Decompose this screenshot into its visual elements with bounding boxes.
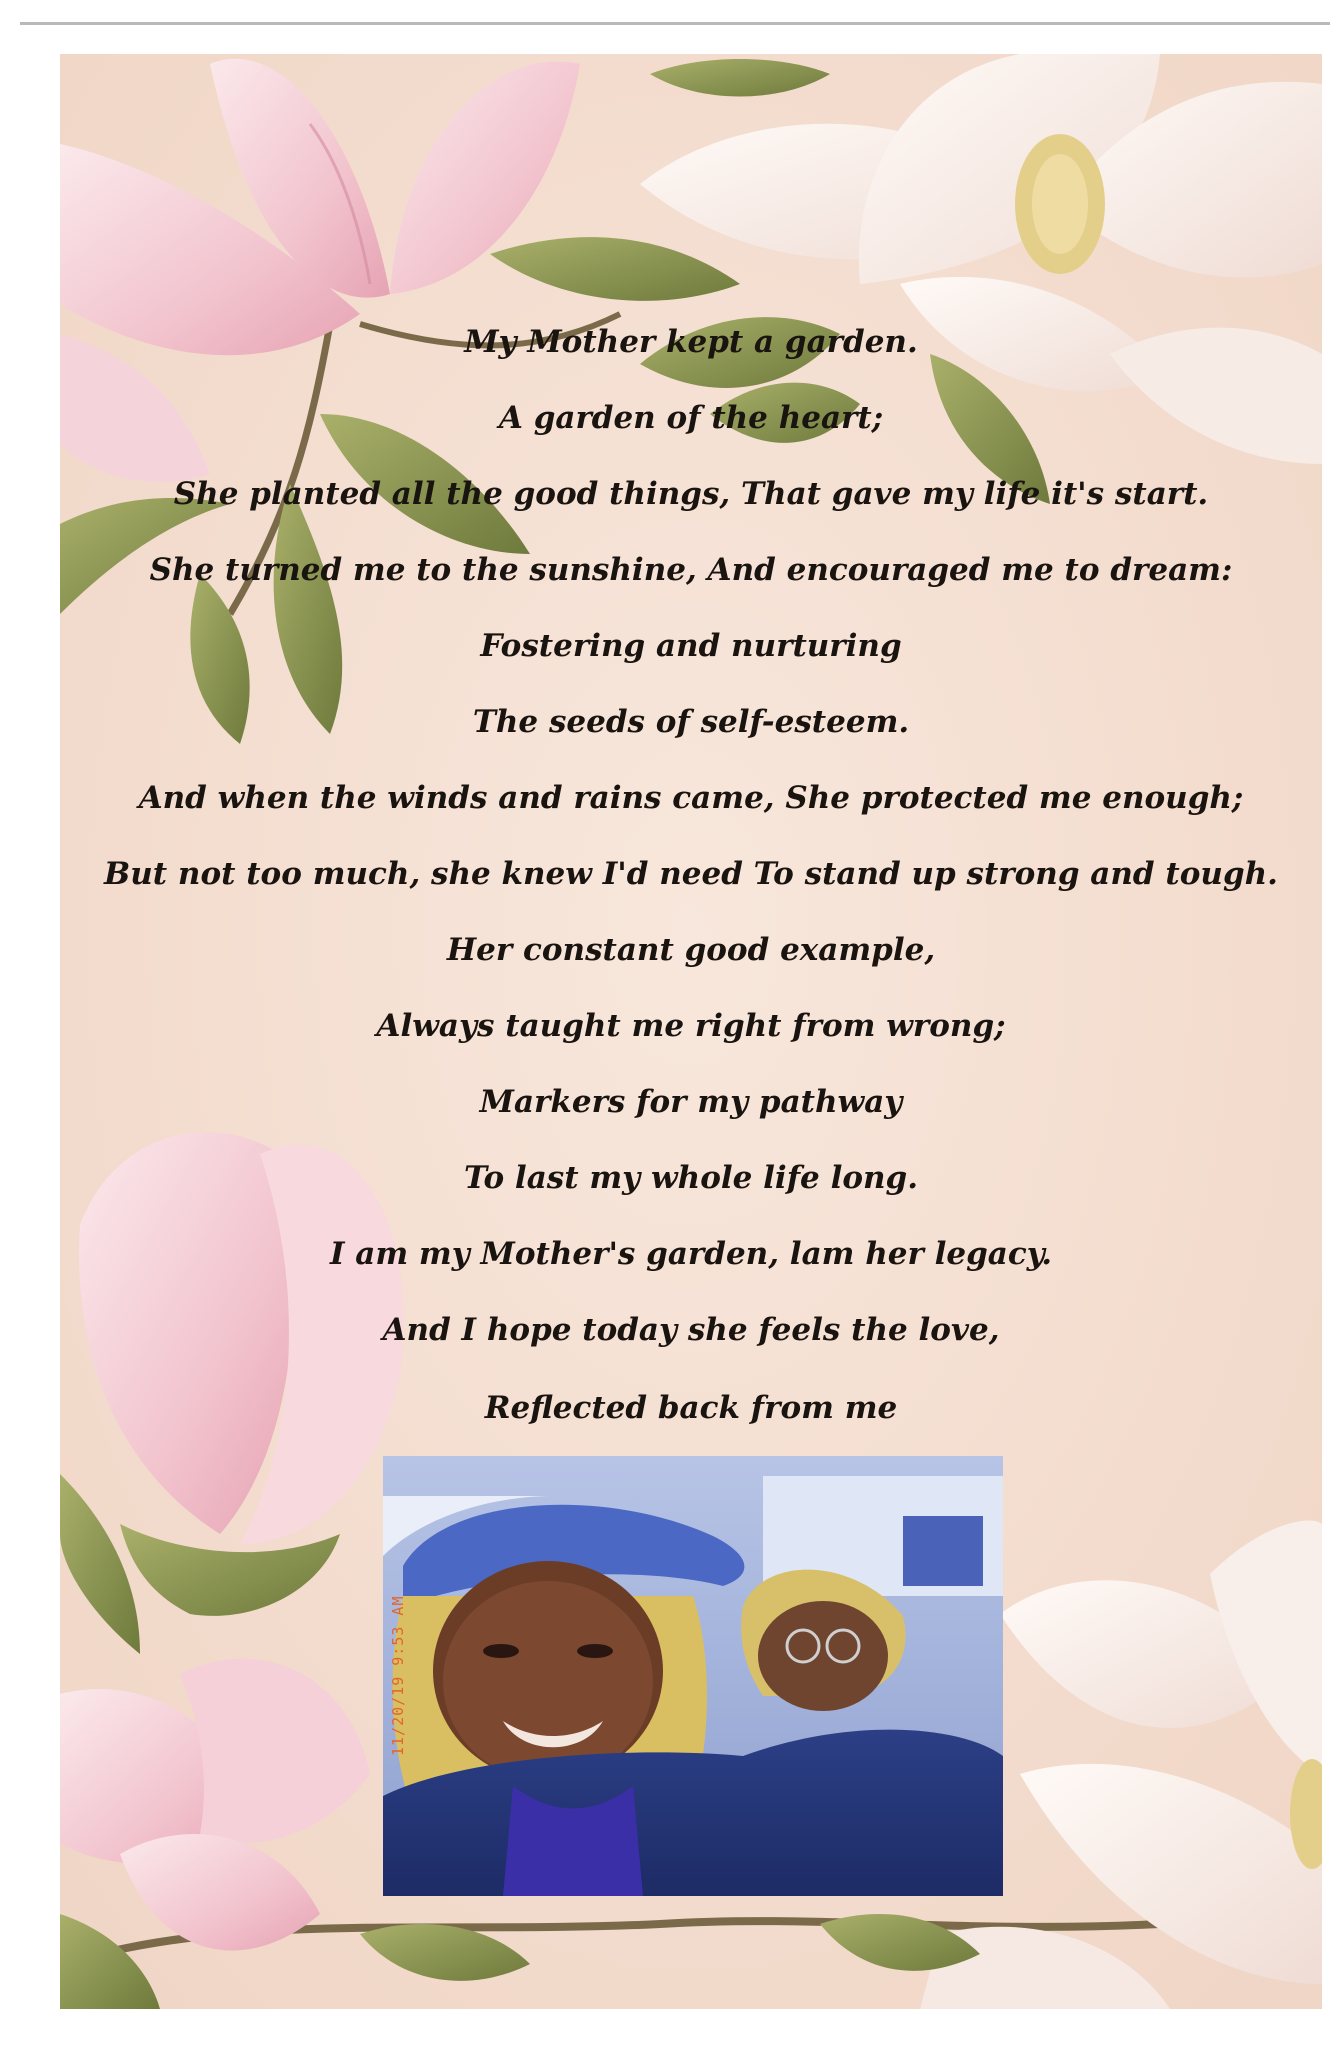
poem-line: Markers for my pathway <box>479 1084 903 1120</box>
poem-title: My Mother kept a garden. <box>464 324 918 360</box>
poem-line: And I hope today she feels the love, <box>382 1312 1000 1348</box>
scan-edge <box>20 22 1330 25</box>
poem-line: A garden of the heart; <box>498 400 884 436</box>
poem-line: And when the winds and rains came, She protected me enough; <box>138 780 1244 816</box>
poem-line: She planted all the good things, That gave my life it's start. <box>173 476 1209 512</box>
photo-illustration <box>383 1456 1003 1896</box>
poem-line: Always taught me right from wrong; <box>376 1008 1006 1044</box>
photo-timestamp: 11/20/19 9:53 AM <box>389 1595 407 1756</box>
poem-line: The seeds of self-esteem. <box>472 704 910 740</box>
family-photo <box>383 1456 1003 1896</box>
poem-line: To last my whole life long. <box>463 1160 919 1196</box>
poem-line: Reflected back from me <box>484 1390 898 1426</box>
memorial-page <box>60 54 1322 2009</box>
poem-line: But not too much, she knew I'd need To stand up strong and tough. <box>104 856 1278 892</box>
poem-line: Fostering and nurturing <box>480 628 902 664</box>
poem-line: Her constant good example, <box>446 932 936 968</box>
poem-line: She turned me to the sunshine, And encouraged me to dream: <box>149 552 1233 588</box>
poem-line: I am my Mother's garden, lam her legacy. <box>329 1236 1053 1272</box>
